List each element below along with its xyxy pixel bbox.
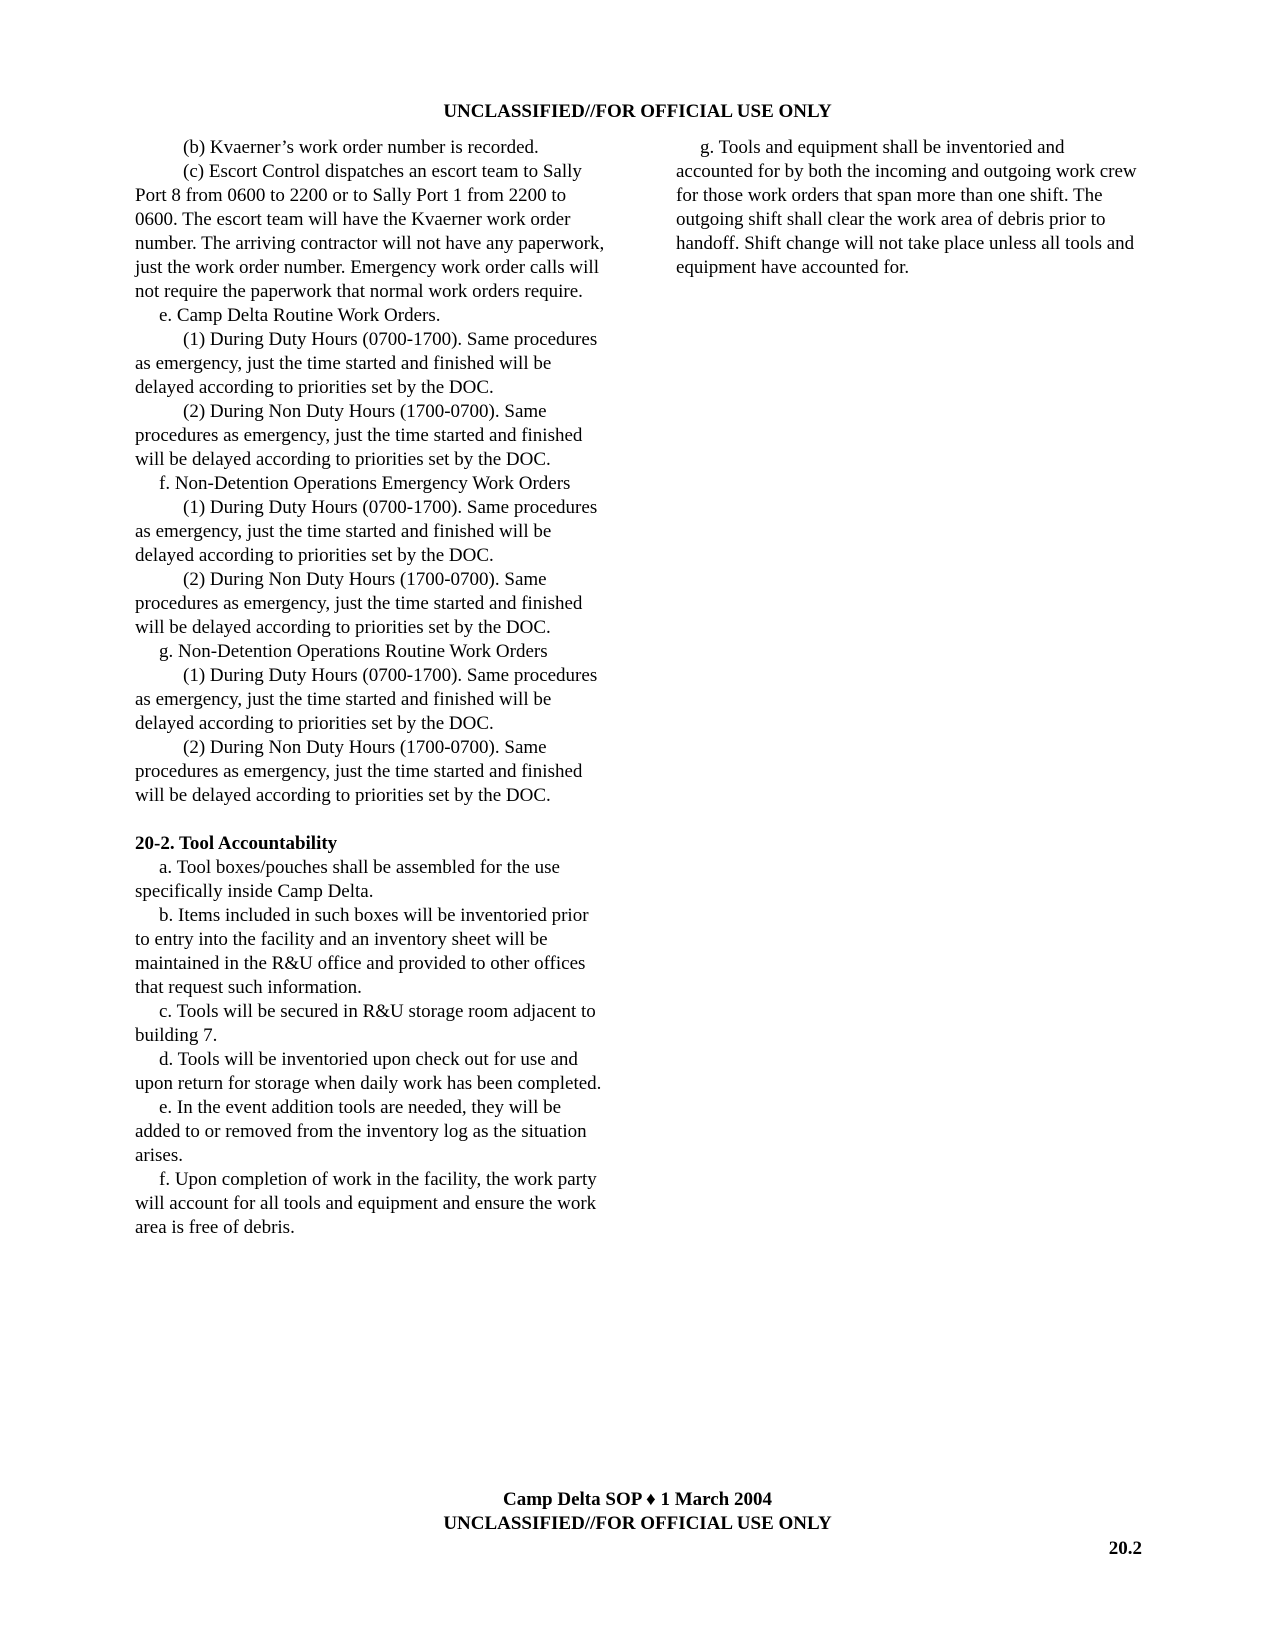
paragraph-tool-g: g. Tools and equipment shall be inventoried and accounted for by both the incoming and outgoing work crew for those work orders that span more than one shift. The outgoing shift shall clear the work area of debris prior to handoff. Shift change will not take place unless all tools and equipment have accounted for. xyxy=(676,137,1137,278)
paragraph-b-work-order-recorded: (b) Kvaerner’s work order number is recorded. xyxy=(183,137,539,158)
paragraph-e2-non-duty-hours: (2) During Non Duty Hours (1700-0700). Same procedures as emergency, just the time started and finished will be delayed according to priorities set by the DOC. xyxy=(135,401,583,470)
paragraph-c-escort-control: (c) Escort Control dispatches an escort team to Sally Port 8 from 0600 to 2200 or to Sally Port 1 from 2200 to 0600. The escort team will have the Kvaerner work order number. The arriving contractor will not have any paperwork, just the work order number. Emergency work order calls will not require the paperwork that normal work orders require. xyxy=(135,161,605,302)
paragraph-g-non-detention-routine: g. Non-Detention Operations Routine Work Orders xyxy=(159,641,548,662)
paragraph-f1-duty-hours: (1) During Duty Hours (0700-1700). Same procedures as emergency, just the time started and finished will be delayed according to priorities set by the DOC. xyxy=(135,497,598,566)
header-classification: UNCLASSIFIED//FOR OFFICIAL USE ONLY xyxy=(443,101,832,122)
footer-classification: UNCLASSIFIED//FOR OFFICIAL USE ONLY xyxy=(443,1513,832,1534)
paragraph-tool-a: a. Tool boxes/pouches shall be assembled for the use specifically inside Camp Delta. xyxy=(135,857,560,902)
paragraph-f2-non-duty-hours: (2) During Non Duty Hours (1700-0700). Same procedures as emergency, just the time started and finished will be delayed according to priorities set by the DOC. xyxy=(135,569,583,638)
paragraph-tool-d: d. Tools will be inventoried upon check out for use and upon return for storage when daily work has been completed. xyxy=(135,1049,602,1094)
footer xyxy=(0,1488,1275,1536)
section-spacer xyxy=(135,808,605,832)
footer-document-line: Camp Delta SOP ♦ 1 March 2004 xyxy=(503,1489,772,1510)
section-heading-tool-accountability: 20-2. Tool Accountability xyxy=(135,833,338,854)
paragraph-g2-non-duty-hours: (2) During Non Duty Hours (1700-0700). Same procedures as emergency, just the time started and finished will be delayed according to priorities set by the DOC. xyxy=(135,737,583,806)
paragraph-g1-duty-hours: (1) During Duty Hours (0700-1700). Same procedures as emergency, just the time started and finished will be delayed according to priorities set by the DOC. xyxy=(135,665,598,734)
paragraph-tool-c: c. Tools will be secured in R&U storage room adjacent to building 7. xyxy=(135,1001,596,1046)
paragraph-f-non-detention-emergency: f. Non-Detention Operations Emergency Work Orders xyxy=(159,473,571,494)
page-number: 20.2 xyxy=(1108,1538,1142,1559)
paragraph-tool-f: f. Upon completion of work in the facility, the work party will account for all tools and equipment and ensure the work area is free of debris. xyxy=(135,1169,597,1238)
left-column xyxy=(135,136,605,1240)
paragraph-e1-duty-hours: (1) During Duty Hours (0700-1700). Same procedures as emergency, just the time started and finished will be delayed according to priorities set by the DOC. xyxy=(135,329,598,398)
paragraph-tool-b: b. Items included in such boxes will be inventoried prior to entry into the facility and an inventory sheet will be maintained in the R&U office and provided to other offices that request such information. xyxy=(135,905,589,998)
paragraph-e-routine-work-orders: e. Camp Delta Routine Work Orders. xyxy=(159,305,441,326)
paragraph-tool-e: e. In the event addition tools are needed, they will be added to or removed from the inventory log as the situation arises. xyxy=(135,1097,587,1166)
right-column xyxy=(676,136,1146,280)
